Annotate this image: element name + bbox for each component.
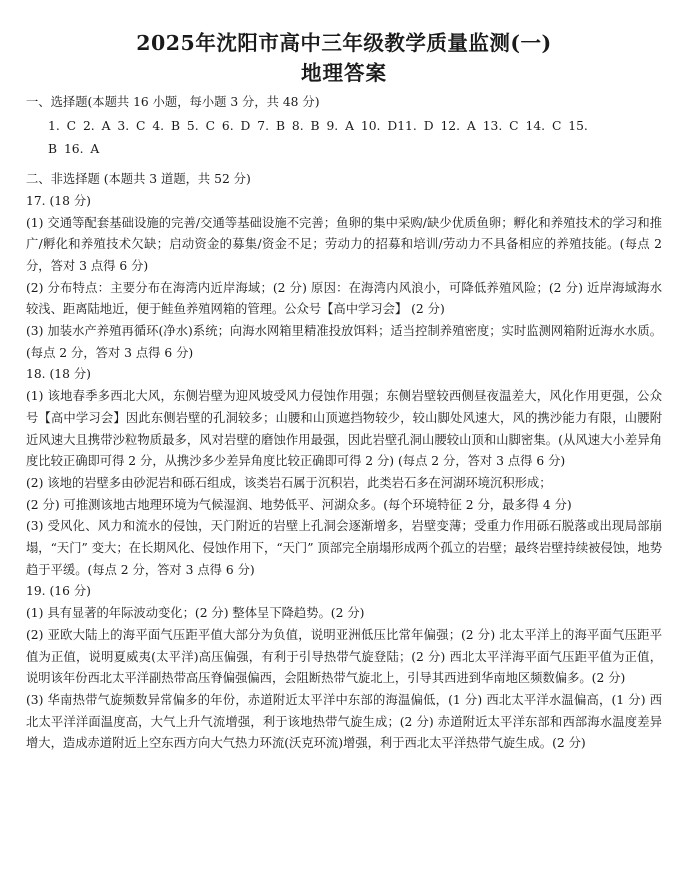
q17-part-1: (1) 交通等配套基础设施的完善/交通等基础设施不完善；鱼卵的集中采购/缺少优质鱼卵；孵化和养殖技术的学习和推广/孵化和养殖技术欠缺；启动资金的募集/资金不足；劳动力的招募和培训/劳动力不具备相应的养殖技能。(每点 2 分，答对 3 点得 6 分) <box>26 215 662 273</box>
q17-part-2: (2) 分布特点：主要分布在海湾内近岸海域；(2 分) 原因：在海湾内风浪小，可降低养殖风险；(2 分) 近岸海域海水较浅、距离陆地近，便于鲑鱼养殖网箱的管理。公众号【高中学习会】 (2 分) <box>26 280 662 317</box>
document-title: 2025年沈阳市高中三年级教学质量监测(一) <box>136 31 552 55</box>
q19-part-1: (1) 具有显著的年际波动变化；(2 分) 整体呈下降趋势。(2 分) <box>26 606 365 621</box>
q18-part-1: (1) 该地春季多西北大风，东侧岩壁为迎风坡受风力侵蚀作用强；东侧岩壁较西侧昼夜温差大，风化作用更强，公众号【高中学习会】因此东侧岩壁的孔洞较多；山腰和山顶遮挡物较少，较山脚处风速大，风的携沙能力有限，山腰附近风速大且携带沙粒物质最多，风对岩壁的磨蚀作用最强，因此岩壁孔洞山腰较山顶和山脚密集。(从风速大小差异角度比较正确即可得 2 分，从携沙多少差异角度比较正确即可得 2 分) (每点 2 分，答对 3 点得 6 分) <box>26 389 662 469</box>
mc-answers-line-1: 1. C 2. A 3. C 4. B 5. C 6. D 7. B 8. B 9. A 10. D11. D 12. A 13. C 14. C 15. <box>48 118 588 133</box>
q18-part-3: (3) 受风化、风力和流水的侵蚀，天门附近的岩壁上孔洞会逐渐增多，岩壁变薄；受重力作用砾石脱落或出现局部崩塌，“天门” 变大；在长期风化、侵蚀作用下，“天门” 顶部完全崩塌形成两个孤立的岩壁；最终岩壁持续被侵蚀，地势趋于平缓。(每点 2 分，答对 3 点得 6 分) <box>26 519 662 577</box>
section-gap <box>26 161 662 169</box>
q19-part-2: (2) 亚欧大陆上的海平面气压距平值大部分为负值，说明亚洲低压比常年偏强；(2 分) 北太平洋上的海平面气压距平值为正值，说明夏威夷(太平洋)高压偏强，有利于引导热带气旋登陆；(2 分) 西北太平洋海平面气压距平值为正值，说明该年份西北太平洋副热带高压脊偏强偏西，会阻断热带气旋北上，引导其西进到华南地区频数偏多。(2 分) <box>26 627 662 686</box>
q18-heading: 18. (18 分) <box>26 367 91 382</box>
q18-part-2: (2) 该地的岩壁多由砂泥岩和砾石组成，该类岩石属于沉积岩，此类岩石多在河湖环境沉积形成； <box>26 475 552 490</box>
q17-heading: 17. (18 分) <box>26 193 91 208</box>
q18-part-2-cont: (2 分) 可推测该地古地理环境为气候湿润、地势低平、河湖众多。(每个环境特征 2 分，最多得 4 分) <box>26 497 572 512</box>
document-subtitle: 地理答案 <box>301 61 387 85</box>
q19-part-3: (3) 华南热带气旋频数异常偏多的年份，赤道附近太平洋中东部的海温偏低，(1 分) 西北太平洋水温偏高，(1 分) 西北太平洋洋面温度高，大气上升气流增强，利于该地热带气旋生成；(2 分) 赤道附近太平洋东部和西部海水温度差异增大，造成赤道附近上空东西方向大气热力环流(沃克环流)增强，利于西北太平洋热带气旋生成。(2 分) <box>26 692 662 751</box>
q19-heading: 19. (16 分) <box>26 584 91 599</box>
section-1-heading: 一、选择题(本题共 16 小题，每小题 3 分，共 48 分) <box>26 95 320 109</box>
q17-part-3: (3) 加装水产养殖再循环(净水)系统；向海水网箱里精准投放饵料；适当控制养殖密度；实时监测网箱附近海水水质。(每点 2 分，答对 3 点得 6 分) <box>26 324 662 360</box>
section-2-heading: 二、非选择题 (本题共 3 道题，共 52 分) <box>26 172 251 187</box>
mc-answers-line-2: B 16. A <box>48 142 100 157</box>
